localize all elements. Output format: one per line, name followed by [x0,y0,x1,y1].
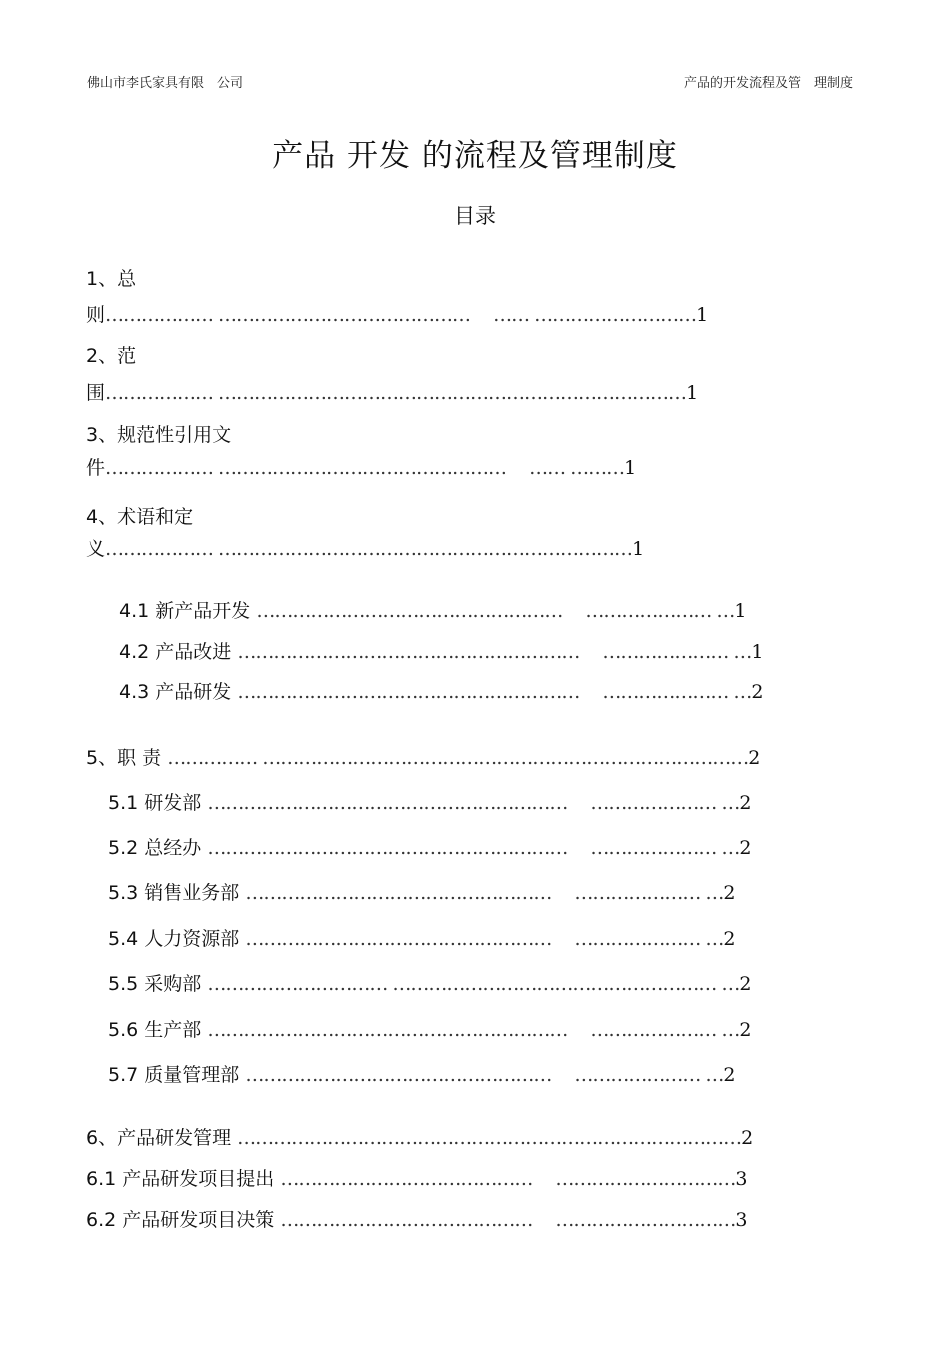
toc-leader: …………………………………………… ………………… … [245,1064,724,1086]
header-doc-title: 产品的开发流程及管 理制度 [683,76,853,91]
document-title: 产品 开发 的流程及管理制度 [272,138,678,174]
toc-entry-6-2[interactable] [86,1205,747,1232]
toc-entry-label: 4.1 新产品开发 [119,600,251,622]
toc-page-number: 3 [735,1168,748,1190]
toc-page-number: 1 [632,538,645,560]
toc-entry-5-7[interactable] [108,1060,736,1087]
toc-leader: …………………………………………………… ………………… … [207,792,740,814]
toc-page-number: 2 [739,1019,752,1041]
toc-entry-label: 6、产品研发管理 [86,1127,232,1149]
toc-page-number: 1 [734,600,747,622]
toc-entry-6[interactable] [86,1123,753,1150]
toc-entry-4-2[interactable] [119,637,764,664]
toc-entry-label: 3、规范性引用文 [86,424,232,446]
toc-leader: …………… ……………………………………………………………………… [167,747,749,769]
toc-leader: ………………………………………………… ………………… … [237,681,752,703]
toc-entry-label: 2、范 [86,345,137,367]
toc-leader: …………………………………………… ………………… … [256,600,735,622]
toc-leader: …………………………………………… ………………… … [245,928,724,950]
toc-page-number: 1 [624,457,637,479]
toc-page-number: 2 [723,928,736,950]
toc-entry-label: 5.5 采购部 [108,973,202,995]
toc-entry-label: 6.1 产品研发项目提出 [86,1168,275,1190]
toc-leader: …………………………………… ………………………… [280,1168,736,1190]
toc-entry-label: 5.2 总经办 [108,837,202,859]
toc-page-number: 1 [696,304,709,326]
toc-leader: ……………… ………………………………………… …… ……… [105,457,625,479]
toc-page-number: 2 [723,1064,736,1086]
toc-entry-2-tail[interactable] [86,378,698,405]
toc-entry-1-tail[interactable] [86,300,708,327]
toc-page-number: 2 [739,792,752,814]
toc-leader: …………………………………………… ………………… … [245,882,724,904]
toc-entry-label: 6.2 产品研发项目决策 [86,1209,275,1231]
toc-page-number: 3 [735,1209,748,1231]
toc-entry-3-head[interactable] [86,420,231,447]
toc-entry-label: 则 [86,304,106,326]
toc-entry-label: 5.4 人力资源部 [108,928,240,950]
toc-leader: …………………………………………………… ………………… … [207,837,740,859]
toc-entry-label: 5.3 销售业务部 [108,882,240,904]
toc-entry-5-2[interactable] [108,833,752,860]
toc-leader: ……………… …………………………………………………………………… [105,382,687,404]
toc-entry-label: 5.7 质量管理部 [108,1064,240,1086]
toc-entry-label: 4.3 产品研发 [119,681,232,703]
toc-leader: ………………………………………………… ………………… … [237,641,752,663]
toc-entry-4-tail[interactable] [86,534,644,561]
toc-entry-5-3[interactable] [108,878,736,905]
toc-entry-5-5[interactable] [108,969,752,996]
toc-entry-label: 5.6 生产部 [108,1019,202,1041]
toc-page-number: 1 [751,641,764,663]
toc-page-number: 2 [751,681,764,703]
toc-page-number: 2 [739,837,752,859]
toc-entry-6-1[interactable] [86,1164,747,1191]
toc-heading: 目录 [454,204,496,228]
toc-entry-5-1[interactable] [108,788,752,815]
toc-entry-label: 围 [86,382,106,404]
header-company: 佛山市李氏家具有限 公司 [87,76,244,91]
toc-leader: ………………………………………………………………………… [237,1127,742,1149]
toc-page-number: 2 [748,747,761,769]
toc-entry-4-3[interactable] [119,677,764,704]
toc-entry-2-head[interactable] [86,341,136,368]
toc-leader: ………………………… ……………………………………………… … [207,973,740,995]
toc-entry-5[interactable] [86,743,760,770]
toc-entry-3-tail[interactable] [86,453,636,480]
toc-entry-label: 4.2 产品改进 [119,641,232,663]
toc-page-number: 2 [741,1127,754,1149]
toc-entry-label: 4、术语和定 [86,506,194,528]
toc-page-number: 1 [686,382,699,404]
toc-entry-5-6[interactable] [108,1015,752,1042]
toc-leader: …………………………………………………… ………………… … [207,1019,740,1041]
toc-entry-label: 5.1 研发部 [108,792,202,814]
toc-page-number: 2 [739,973,752,995]
toc-entry-label: 1、总 [86,268,137,290]
toc-leader: …………………………………… ………………………… [280,1209,736,1231]
toc-entry-5-4[interactable] [108,924,736,951]
toc-leader: ……………… …………………………………… …… ……………………… [105,304,697,326]
toc-entry-label: 义 [86,538,106,560]
toc-leader: ……………… …………………………………………………………… [105,538,633,560]
toc-entry-label: 件 [86,457,106,479]
toc-entry-4-head[interactable] [86,502,193,529]
toc-entry-4-1[interactable] [119,596,747,623]
toc-entry-label: 5、职 责 [86,747,162,769]
toc-page-number: 2 [723,882,736,904]
toc-entry-1-head[interactable] [86,264,136,291]
